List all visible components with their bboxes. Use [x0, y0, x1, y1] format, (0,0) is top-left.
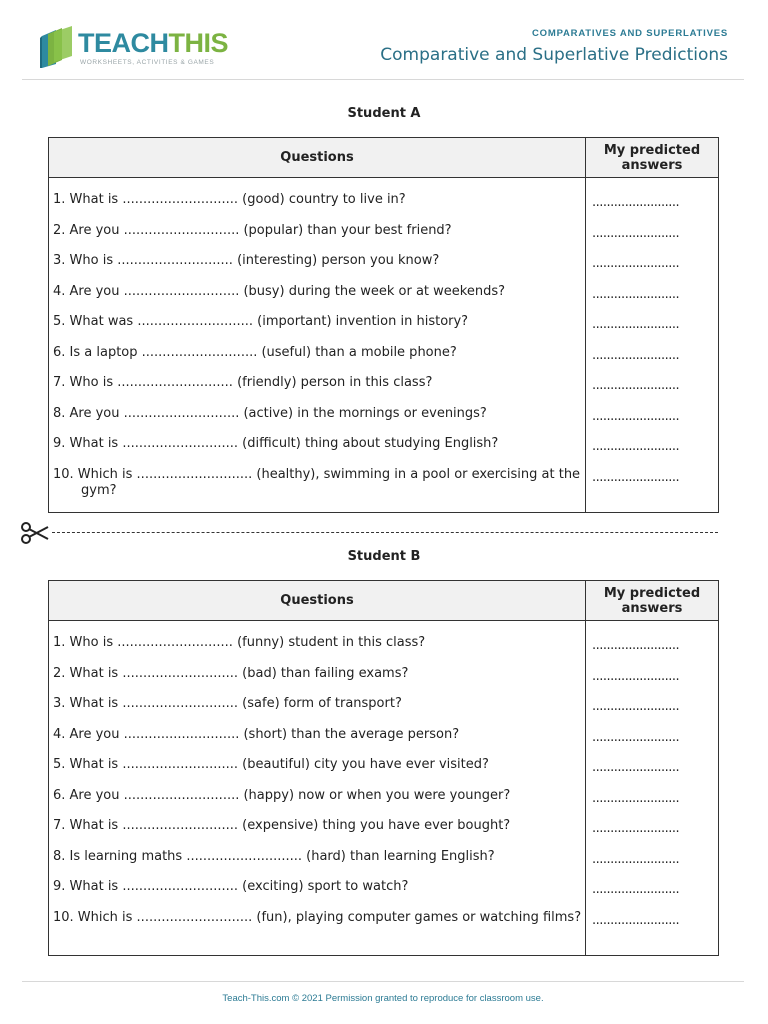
page-header	[22, 18, 744, 80]
question-row: 6. Are you ............................ (happy) now or when you were younger?	[53, 787, 511, 803]
answer-blank[interactable]: ........................	[592, 408, 680, 424]
header-titles	[380, 28, 728, 65]
teach-this-logo	[38, 26, 238, 70]
logo-tagline: WORKSHEETS, ACTIVITIES & GAMES	[80, 59, 215, 66]
question-row: 2. What is ............................ (bad) than failing exams?	[53, 665, 409, 681]
answer-blank[interactable]: ........................	[592, 851, 680, 867]
answer-blank[interactable]: ........................	[592, 195, 680, 210]
student-b-questions	[49, 621, 586, 955]
question-row: 7. Who is ............................ (friendly) person in this class?	[53, 375, 433, 390]
question-row: 9. What is ............................ (difficult) thing about studying English?	[53, 436, 499, 451]
answer-blank[interactable]: ........................	[592, 821, 680, 836]
logo-this: THIS	[168, 28, 229, 58]
question-row: 3. Who is ............................ (interesting) person you know?	[53, 253, 440, 268]
scissors-icon	[20, 522, 50, 544]
student-a-table-header	[49, 138, 718, 178]
answer-blank[interactable]: ........................	[592, 729, 680, 745]
answer-blank[interactable]: ........................	[592, 760, 680, 775]
student-a-label: Student A	[347, 106, 421, 121]
answer-blank[interactable]: ........................	[592, 469, 680, 485]
dashed-divider	[52, 532, 718, 533]
student-a-questions	[49, 178, 586, 512]
question-row: 10. Which is ............................ (fun), playing computer games or watching films?	[53, 909, 582, 925]
answer-blank[interactable]: ........................	[592, 256, 680, 271]
answer-blank[interactable]: ........................	[592, 912, 680, 928]
worksheet-category: COMPARATIVES AND SUPERLATIVES	[532, 28, 728, 39]
answer-blank[interactable]: ........................	[592, 286, 680, 302]
question-row: 4. Are you ............................ (short) than the average person?	[53, 726, 460, 742]
answer-blank[interactable]: ........................	[592, 790, 680, 806]
question-row: 6. Is a laptop ............................ (useful) than a mobile phone?	[53, 344, 457, 360]
student-a-table-body	[49, 178, 718, 512]
answer-blank[interactable]: ........................	[592, 699, 680, 714]
student-b-table-header	[49, 581, 718, 621]
question-row: 7. What is ............................ (expensive) thing you have ever bought?	[53, 818, 511, 833]
answer-blank[interactable]: ........................	[592, 882, 680, 897]
book-logo-icon	[38, 26, 76, 68]
answer-blank[interactable]: ........................	[592, 317, 680, 332]
question-row: 1. What is ............................ (good) country to live in?	[53, 192, 406, 207]
question-row: 8. Are you ............................ (active) in the mornings or evenings?	[53, 405, 487, 421]
answer-blank[interactable]: ........................	[592, 378, 680, 393]
answer-blank[interactable]: ........................	[592, 225, 680, 241]
question-row: 8. Is learning maths ............................ (hard) than learning English?	[53, 848, 495, 864]
student-b-table-body	[49, 621, 718, 955]
question-row: 4. Are you ............................ (busy) during the week or at weekends?	[53, 283, 506, 299]
answer-blank[interactable]: ........................	[592, 347, 680, 363]
student-b-answers	[586, 621, 718, 955]
question-row: 3. What is ............................ (safe) form of transport?	[53, 696, 402, 711]
logo-teach: TEACH	[78, 28, 169, 58]
question-row: 5. What is ............................ (beautiful) city you have ever visited?	[53, 757, 489, 772]
logo-wordmark	[78, 28, 228, 58]
student-a-answers	[586, 178, 718, 512]
question-row: 5. What was ............................ (important) invention in history?	[53, 314, 469, 329]
answers-column-header: My predicted answers	[603, 585, 701, 616]
question-row: 1. Who is ............................ (funny) student in this class?	[53, 635, 426, 650]
answer-blank[interactable]: ........................	[592, 439, 680, 454]
student-a-table	[48, 137, 719, 513]
student-b-label: Student B	[347, 549, 421, 564]
question-row: 10. Which is ............................ (healthy), swimming in a pool or exercising at the gym?	[53, 466, 581, 498]
question-row: 2. Are you ............................ (popular) than your best friend?	[53, 222, 452, 238]
question-row: 9. What is ............................ (exciting) sport to watch?	[53, 879, 409, 894]
questions-column-header: Questions	[49, 138, 586, 177]
cut-line	[20, 520, 720, 544]
questions-column-header: Questions	[49, 581, 586, 620]
answer-blank[interactable]: ........................	[592, 668, 680, 684]
page-footer: Teach-This.com © 2021 Permission granted to reproduce for classroom use.	[22, 981, 744, 1004]
answers-column-header: My predicted answers	[603, 142, 701, 173]
worksheet-title: Comparative and Superlative Predictions	[380, 45, 728, 65]
answer-blank[interactable]: ........................	[592, 638, 680, 653]
student-b-table	[48, 580, 719, 956]
